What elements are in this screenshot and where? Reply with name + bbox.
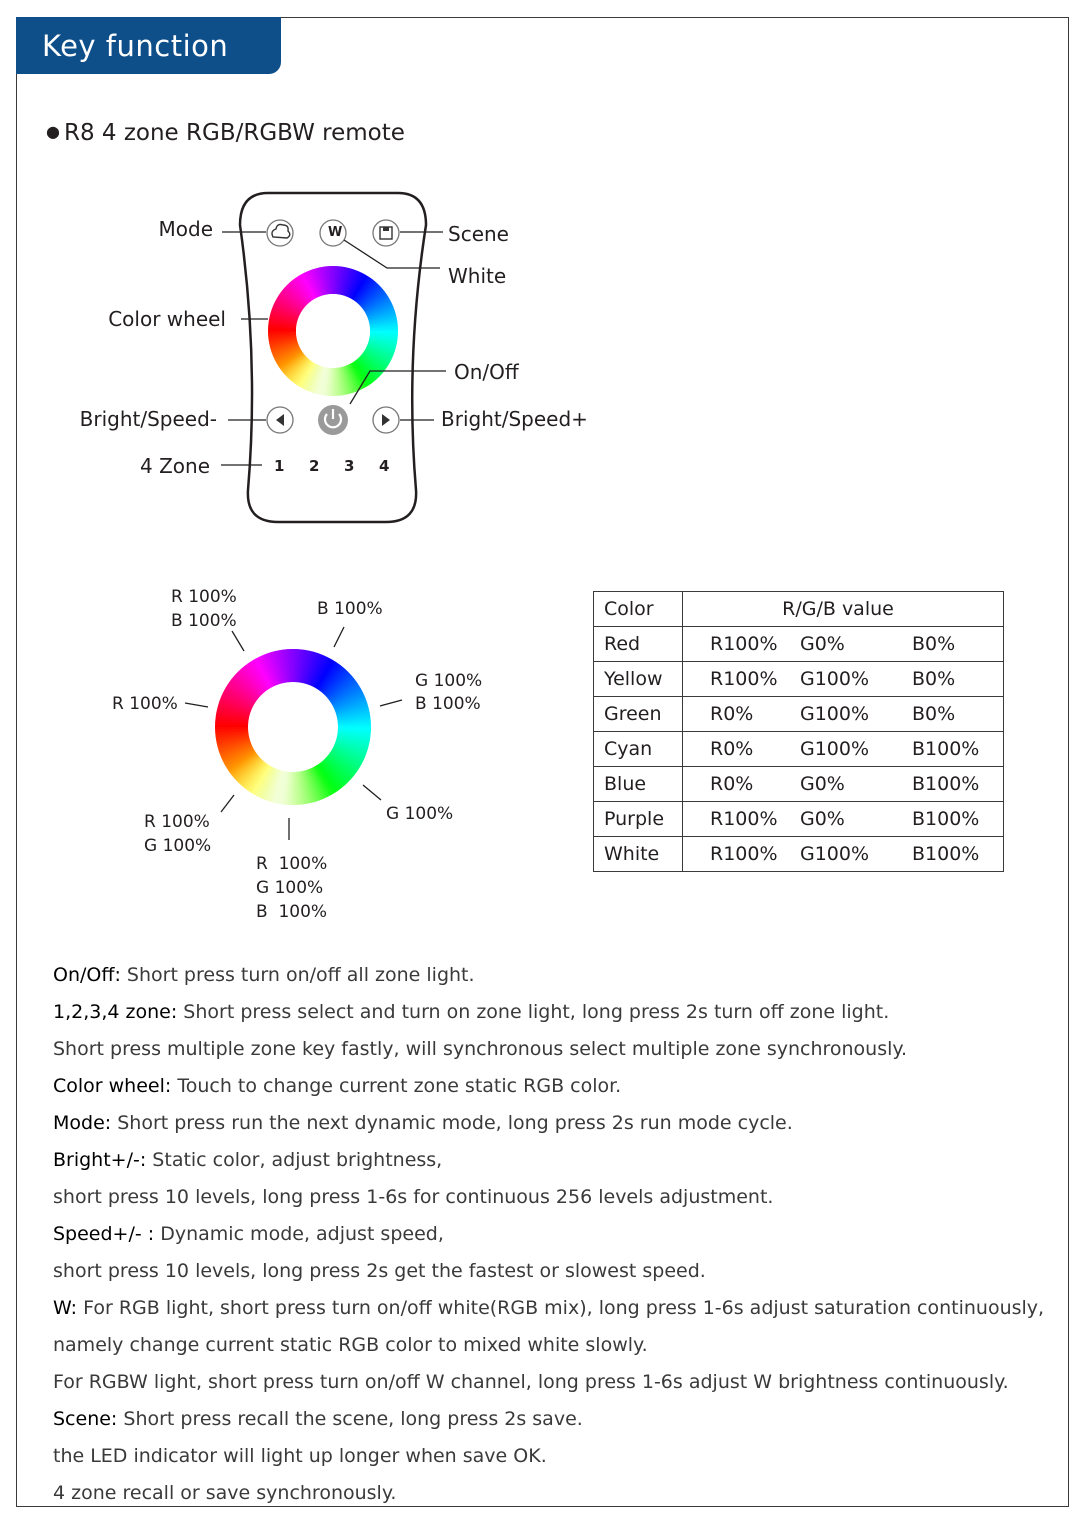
- wheel-label-rt-1: G 100%: [415, 671, 483, 691]
- description-line: [53, 1438, 1063, 1475]
- description-text: the LED indicator will light up longer when save OK.: [53, 1445, 547, 1467]
- table-cell-values: [683, 767, 1004, 802]
- table-cell-b: B100%: [912, 808, 980, 830]
- description-line: [53, 1253, 1063, 1290]
- wheel-label-b-2: G 100%: [256, 878, 324, 898]
- label-on-off: On/Off: [454, 360, 519, 384]
- table-cell-color: Blue: [594, 767, 683, 802]
- table-cell-g: G100%: [800, 703, 870, 725]
- table-cell-color: Cyan: [594, 732, 683, 767]
- description-line: [53, 957, 1063, 994]
- description-key: Scene:: [53, 1408, 118, 1430]
- description-line: [53, 1401, 1063, 1438]
- table-cell-values: [683, 837, 1004, 872]
- table-cell-g: G0%: [800, 808, 845, 830]
- wheel-label-tr: B 100%: [317, 599, 383, 619]
- table-cell-values: [683, 802, 1004, 837]
- description-line: [53, 1179, 1063, 1216]
- table-header-value: R/G/B value: [683, 592, 1004, 627]
- label-white: White: [448, 264, 507, 288]
- description-line: [53, 994, 1063, 1031]
- table-cell-b: B0%: [912, 668, 956, 690]
- table-cell-r: R100%: [710, 808, 778, 830]
- description-text: Short press multiple zone key fastly, will synchronous select multiple zone synchronously.: [53, 1038, 907, 1060]
- table-cell-color: Red: [594, 627, 683, 662]
- table-header-color: Color: [594, 592, 683, 627]
- description-line: [53, 1105, 1063, 1142]
- table-header-row: [594, 592, 1004, 627]
- color-wheel-diagram: [211, 645, 375, 809]
- table-cell-values: [683, 662, 1004, 697]
- table-cell-values: [683, 732, 1004, 767]
- description-text: Short press recall the scene, long press 2s save.: [117, 1408, 583, 1430]
- wheel-label-b-1: R 100%: [256, 854, 328, 874]
- wheel-label-rt-2: B 100%: [415, 694, 481, 714]
- table-cell-r: R0%: [710, 738, 754, 760]
- table-cell-r: R0%: [710, 773, 754, 795]
- table-cell-b: B100%: [912, 738, 980, 760]
- table-cell-g: G0%: [800, 773, 845, 795]
- description-line: [53, 1290, 1063, 1327]
- table-cell-r: R0%: [710, 703, 754, 725]
- wheel-label-br: G 100%: [386, 804, 454, 824]
- table-cell-g: G0%: [800, 633, 845, 655]
- table-cell-r: R100%: [710, 843, 778, 865]
- table-cell-b: B0%: [912, 633, 956, 655]
- table-cell-b: B100%: [912, 773, 980, 795]
- rgb-value-table: [593, 591, 1004, 872]
- scene-button: [373, 220, 399, 246]
- description-key: Color wheel:: [53, 1075, 172, 1097]
- label-mode: Mode: [158, 217, 213, 241]
- description-text: short press 10 levels, long press 1-6s for continuous 256 levels adjustment.: [53, 1186, 774, 1208]
- table-row: [594, 697, 1004, 732]
- description-line: [53, 1475, 1063, 1512]
- wheel-label-tl-1: R 100%: [171, 587, 237, 607]
- description-text: short press 10 levels, long press 2s get the fastest or slowest speed.: [53, 1260, 706, 1282]
- description-text: 4 zone recall or save synchronously.: [53, 1482, 397, 1504]
- wheel-label-tl-2: B 100%: [171, 611, 237, 631]
- subtitle-text: R8 4 zone RGB/RGBW remote: [63, 120, 405, 146]
- bullet-icon: ●: [46, 122, 60, 141]
- table-cell-g: G100%: [800, 668, 870, 690]
- description-text: Short press turn on/off all zone light.: [120, 964, 475, 986]
- description-key: On/Off:: [53, 964, 121, 986]
- header-title: Key function: [42, 29, 229, 63]
- table-cell-b: B0%: [912, 703, 956, 725]
- table-cell-g: G100%: [800, 738, 870, 760]
- wheel-label-left: R 100%: [112, 694, 178, 714]
- description-line: [53, 1068, 1063, 1105]
- label-color-wheel: Color wheel: [108, 307, 226, 331]
- table-cell-color: Green: [594, 697, 683, 732]
- description-text: Short press select and turn on zone light, long press 2s turn off zone light.: [177, 1001, 890, 1023]
- table-cell-r: R100%: [710, 668, 778, 690]
- table-row: [594, 662, 1004, 697]
- description-key: Mode:: [53, 1112, 112, 1134]
- description-line: [53, 1031, 1063, 1068]
- table-cell-values: [683, 697, 1004, 732]
- wheel-label-bl-1: R 100%: [144, 812, 210, 832]
- table-row: [594, 767, 1004, 802]
- table-cell-values: [683, 627, 1004, 662]
- table-cell-color: White: [594, 837, 683, 872]
- table-cell-b: B100%: [912, 843, 980, 865]
- key-function-descriptions: [53, 957, 1063, 1512]
- w-key-label: W: [328, 225, 343, 240]
- label-bright-plus: Bright/Speed+: [441, 407, 588, 431]
- description-text: Dynamic mode, adjust speed,: [154, 1223, 444, 1245]
- zone-4: 4: [379, 457, 390, 475]
- table-row: [594, 627, 1004, 662]
- description-line: [53, 1142, 1063, 1179]
- zone-1: 1: [274, 457, 285, 475]
- table-row: [594, 802, 1004, 837]
- description-line: [53, 1364, 1063, 1401]
- label-zone: 4 Zone: [140, 454, 210, 478]
- label-bright-minus: Bright/Speed-: [79, 407, 217, 431]
- description-key: Speed+/- :: [53, 1223, 155, 1245]
- description-line: [53, 1216, 1063, 1253]
- zone-2: 2: [309, 457, 320, 475]
- wheel-label-bl-2: G 100%: [144, 836, 212, 856]
- table-cell-color: Yellow: [594, 662, 683, 697]
- table-cell-color: Purple: [594, 802, 683, 837]
- description-text: Short press run the next dynamic mode, long press 2s run mode cycle.: [111, 1112, 793, 1134]
- description-text: For RGBW light, short press turn on/off W channel, long press 1-6s adjust W brightness continuously.: [53, 1371, 1009, 1393]
- zone-3: 3: [344, 457, 355, 475]
- description-text: Static color, adjust brightness,: [146, 1149, 443, 1171]
- description-text: namely change current static RGB color to mixed white slowly.: [53, 1334, 648, 1356]
- wheel-label-b-3: B 100%: [256, 902, 328, 922]
- label-scene: Scene: [448, 222, 509, 246]
- description-key: Bright+/-:: [53, 1149, 147, 1171]
- description-key: W:: [53, 1297, 78, 1319]
- table-row: [594, 837, 1004, 872]
- table-row: [594, 732, 1004, 767]
- table-cell-r: R100%: [710, 633, 778, 655]
- description-text: For RGB light, short press turn on/off white(RGB mix), long press 1-6s adjust saturation continuously,: [77, 1297, 1045, 1319]
- table-cell-g: G100%: [800, 843, 870, 865]
- description-line: [53, 1327, 1063, 1364]
- description-text: Touch to change current zone static RGB color.: [171, 1075, 622, 1097]
- description-key: 1,2,3,4 zone:: [53, 1001, 178, 1023]
